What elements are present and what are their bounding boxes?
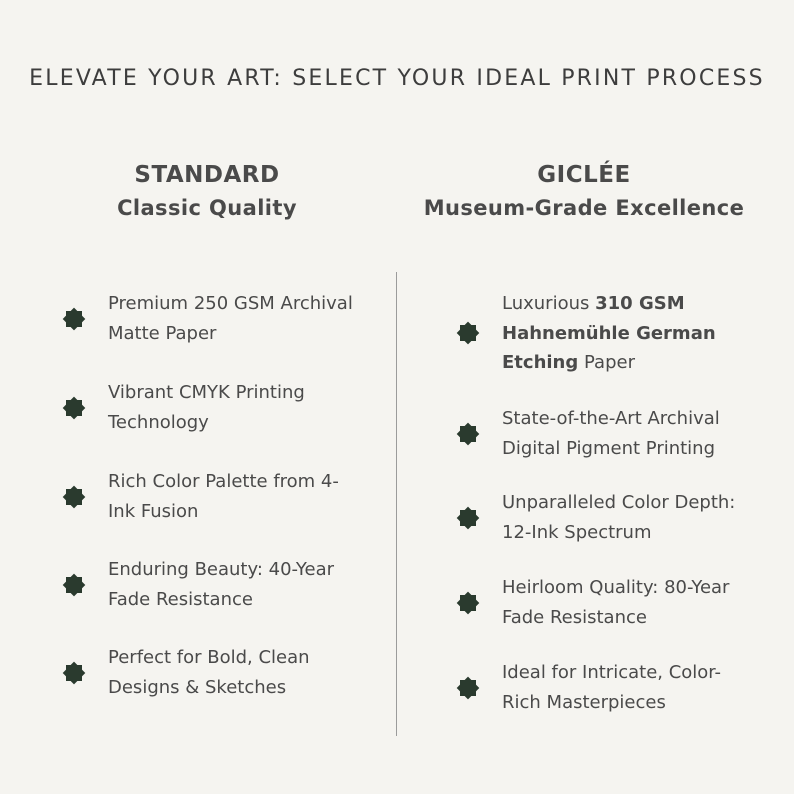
eight-point-star-icon (455, 590, 481, 616)
giclee-feature (455, 289, 752, 378)
giclee-feature-bold: 310 GSM Hahnemühle German Etching (502, 293, 716, 373)
eight-point-star-icon (455, 675, 481, 701)
standard-feature-text: Premium 250 GSM Archival Matte Paper (108, 293, 353, 344)
eight-point-star-icon (61, 395, 87, 421)
giclee-feature-text: State-of-the-Art Archival Digital Pigment Printing (502, 408, 720, 459)
standard-feature-text: Enduring Beauty: 40-Year Fade Resistance (108, 559, 334, 610)
standard-feature (61, 378, 363, 437)
eight-point-star-icon (61, 572, 87, 598)
giclee-header (404, 159, 764, 225)
column-divider (396, 272, 397, 736)
eight-point-star-icon (455, 421, 481, 447)
standard-feature-text: Vibrant CMYK Printing Technology (108, 382, 305, 433)
eight-point-star-icon (61, 484, 87, 510)
page-headline: ELEVATE YOUR ART: SELECT YOUR IDEAL PRINT PROCESS (29, 66, 765, 91)
standard-feature (61, 555, 363, 614)
giclee-feature-text (502, 289, 752, 378)
standard-subtitle: Classic Quality (117, 196, 297, 220)
eight-point-star-icon (455, 505, 481, 531)
eight-point-star-icon (61, 660, 87, 686)
giclee-feature (455, 573, 752, 632)
giclee-feature-text: Unparalleled Color Depth: 12-Ink Spectrum (502, 492, 736, 543)
standard-title: STANDARD (134, 162, 280, 188)
standard-feature (61, 289, 363, 348)
giclee-feature-text: Heirloom Quality: 80-Year Fade Resistance (502, 577, 730, 628)
giclee-feature (455, 404, 752, 463)
eight-point-star-icon (455, 320, 481, 346)
giclee-feature (455, 488, 752, 547)
standard-feature-text: Rich Color Palette from 4-Ink Fusion (108, 471, 339, 522)
giclee-feature (455, 658, 752, 717)
eight-point-star-icon (61, 306, 87, 332)
standard-feature (61, 643, 363, 702)
giclee-feature-suffix: Paper (578, 352, 635, 373)
giclee-title: GICLÉE (537, 162, 631, 188)
giclee-feature-text: Ideal for Intricate, Color-Rich Masterpieces (502, 662, 722, 713)
giclee-subtitle: Museum-Grade Excellence (423, 196, 745, 220)
standard-header (27, 159, 387, 225)
standard-feature-text: Perfect for Bold, Clean Designs & Sketches (108, 647, 310, 698)
standard-feature (61, 467, 363, 526)
giclee-feature-prefix: Luxurious (502, 293, 596, 314)
